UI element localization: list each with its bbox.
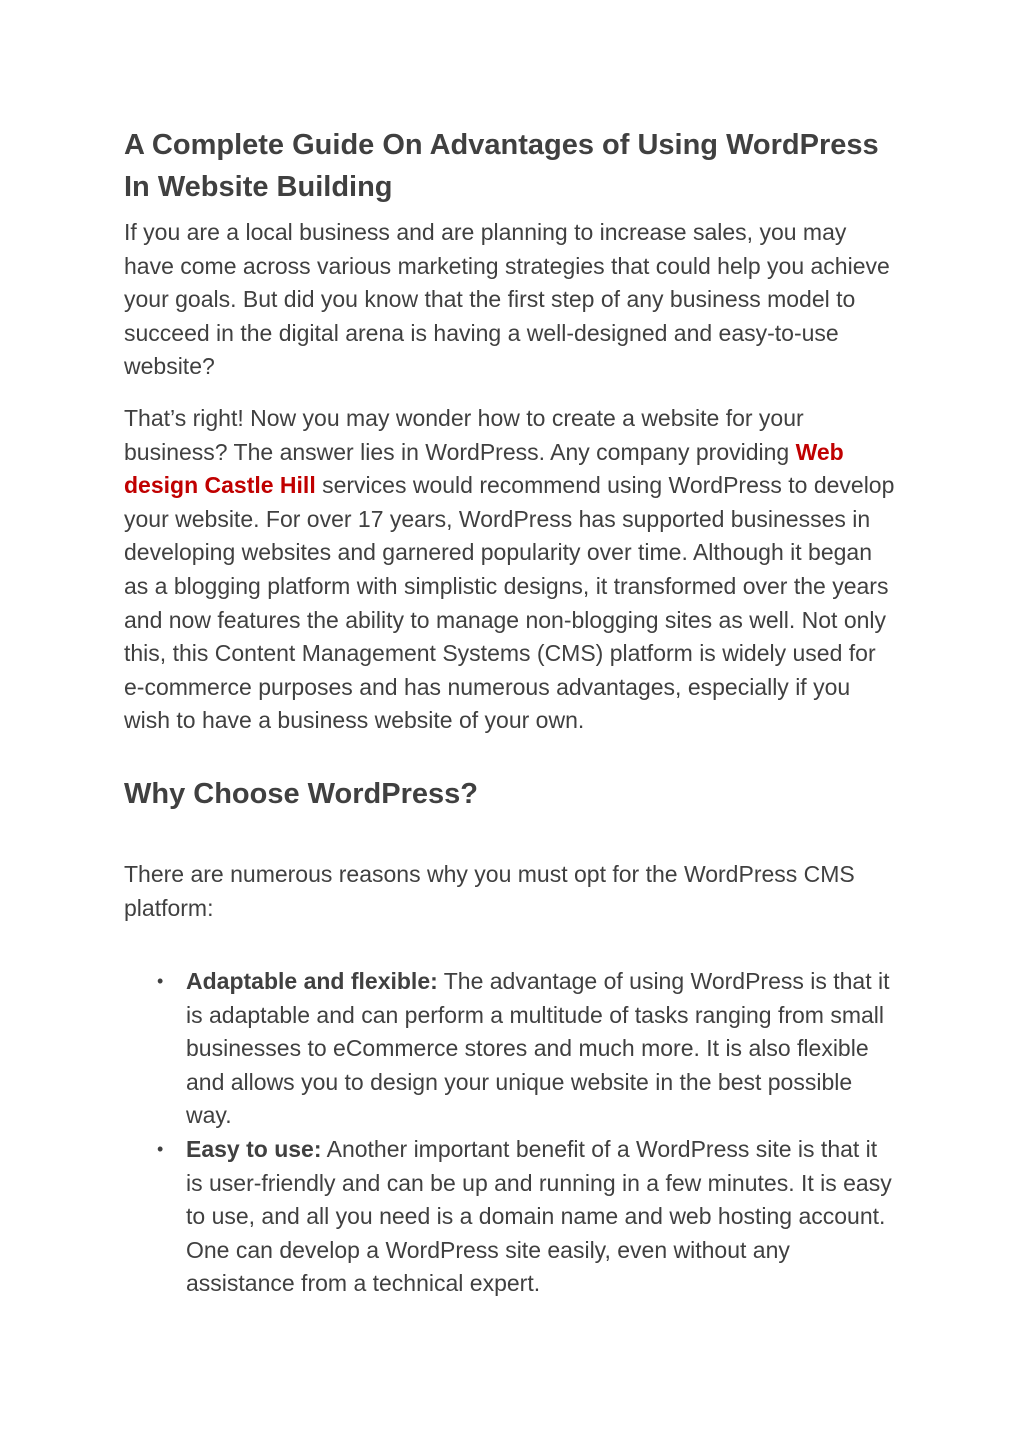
reason-term: Easy to use: bbox=[186, 1136, 322, 1163]
reasons-list bbox=[124, 965, 899, 1301]
document-page bbox=[124, 124, 899, 1301]
bullet-icon: • bbox=[157, 971, 164, 992]
paragraph-text-after-link: services would recommend using WordPress to develop your website. For over 17 years, WordPress has supported businesses in developing websites and garnered popularity over time. Although it began as a blogging platform with simplistic designs, it transformed over the years and now features the ability to manage non-blogging sites as well. Not only this, this Content Management Systems (CMS) platform is widely used for e-commerce purposes and has numerous advantages, especially if you wish to have a business website of your own. bbox=[124, 472, 895, 734]
list-item bbox=[124, 1133, 899, 1301]
section-heading: Why Choose WordPress? bbox=[124, 777, 478, 810]
wordpress-paragraph bbox=[124, 402, 899, 738]
intro-paragraph: If you are a local business and are planning to increase sales, you may have come across various marketing strategies that could help you achieve your goals. But did you know that the first step of any business model to succeed in the digital arena is having a well-designed and easy-to-use website? bbox=[124, 219, 890, 380]
article-title: A Complete Guide On Advantages of Using WordPress In Website Building bbox=[124, 129, 879, 203]
bullet-icon: • bbox=[157, 1139, 164, 1160]
reason-text: The advantage of using WordPress is that it is adaptable and can perform a multitude of tasks ranging from small businesses to eCommerce stores and much more. It is also flexible and allows you to design your unique website in the best possible way. bbox=[186, 968, 890, 1129]
web-design-castle-hill-link[interactable]: Web design Castle Hill bbox=[124, 438, 844, 499]
paragraph-text-before-link: That’s right! Now you may wonder how to create a website for your business? The answer lies in WordPress. Any company providing bbox=[124, 404, 804, 465]
list-item bbox=[124, 965, 899, 1133]
section-intro: There are numerous reasons why you must opt for the WordPress CMS platform: bbox=[124, 860, 855, 921]
reason-term: Adaptable and flexible: bbox=[186, 968, 438, 995]
reason-text: Another important benefit of a WordPress site is that it is user-friendly and can be up and running in a few minutes. It is easy to use, and all you need is a domain name and web hosting account. One can develop a WordPress site easily, even without any assistance from a technical expert. bbox=[186, 1136, 892, 1297]
